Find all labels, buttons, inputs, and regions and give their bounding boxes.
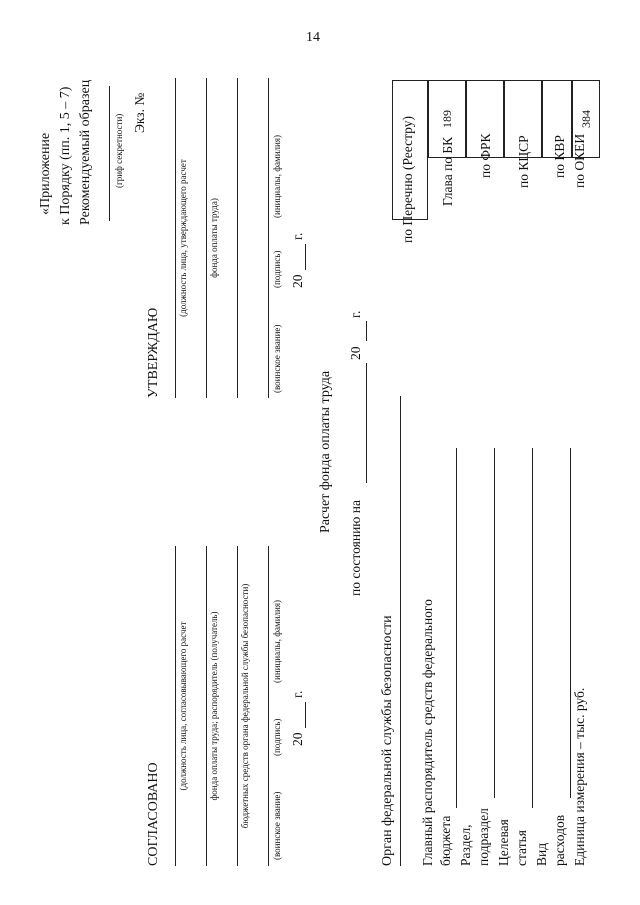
- kcsr-label: по КЦСР: [516, 135, 531, 188]
- code-cell-okei: [572, 80, 600, 158]
- as-of-year-line: [366, 321, 367, 341]
- page-number: 14: [306, 30, 320, 45]
- approve-line-4: [268, 78, 269, 398]
- agreed-caption-name: (инициалы, фамилия): [272, 600, 282, 683]
- section-label-2: подраздел: [476, 808, 491, 866]
- approve-line-2: [206, 78, 207, 398]
- secrecy-line: [109, 86, 110, 221]
- code-cell-header: [392, 80, 428, 220]
- agreed-caption-signature: (подпись): [272, 718, 282, 756]
- as-of-label: по состоянию на: [348, 500, 363, 596]
- approve-date-prefix: 20: [290, 274, 305, 288]
- article-label-2: статья: [514, 830, 529, 866]
- code-cell-bk: [428, 80, 466, 158]
- approve-caption-position: (должность лица, утверждающего расчет: [178, 159, 188, 317]
- agreed-caption-rank: (воинское звание): [272, 791, 282, 860]
- agreed-line-3: [237, 546, 238, 866]
- as-of-year-suffix: г.: [348, 310, 363, 318]
- copy-number-label: Экз. №: [132, 92, 147, 133]
- as-of-year-prefix: 20: [348, 346, 363, 360]
- code-cell-frk: [466, 80, 504, 158]
- kind-label-2: расходов: [552, 814, 567, 866]
- secrecy-caption: (гриф секретности): [114, 113, 124, 188]
- approve-line-1: [175, 78, 176, 398]
- approve-line-3: [237, 78, 238, 398]
- section-line: [494, 448, 495, 798]
- appendix-title: «Приложение: [38, 132, 53, 215]
- okei-value: 384: [578, 110, 593, 128]
- approve-caption-signature: (подпись): [272, 250, 282, 288]
- agreed-line-4: [268, 546, 269, 866]
- agreed-caption-position: (должность лица, согласовывающего расчет: [178, 621, 188, 791]
- procedure-ref: к Порядку (пп. 1, 5 – 7): [58, 86, 73, 225]
- kind-label-1: Вид: [534, 842, 549, 866]
- agreed-title: СОГЛАСОВАНО: [146, 762, 161, 866]
- organ-line: [400, 396, 401, 866]
- manager-label-2: бюджета: [438, 815, 453, 866]
- article-label-1: Целевая: [496, 819, 511, 866]
- approve-caption-fund: фонда оплаты труда): [209, 198, 219, 278]
- kvr-label: по КВР: [552, 135, 567, 178]
- approve-date-line: [305, 244, 306, 270]
- agreed-caption-fund: фонда оплаты труда; распорядитель (получатель): [209, 611, 219, 801]
- article-line: [532, 448, 533, 808]
- frk-label: по ФРК: [478, 133, 493, 178]
- unit-label: Единица измерения – тыс. руб.: [572, 687, 587, 866]
- section-label-1: Раздел,: [458, 824, 473, 866]
- manager-line: [456, 448, 457, 808]
- agreed-date-prefix: 20: [290, 732, 305, 746]
- organ-label: Орган федеральной службы безопасности: [380, 615, 395, 866]
- approve-caption-name: (инициалы, фамилия): [272, 135, 282, 218]
- registry-label: по Перечню (Реестру): [400, 116, 415, 243]
- agreed-line-2: [206, 546, 207, 866]
- code-cell-kcsr: [504, 80, 542, 158]
- approve-date-suffix: г.: [290, 232, 305, 240]
- as-of-date-line: [366, 363, 367, 483]
- agreed-date-suffix: г.: [290, 690, 305, 698]
- sample-label: Рекомендуемый образец: [78, 79, 93, 225]
- rotated-form: [20, 73, 620, 878]
- agreed-line-1: [175, 546, 176, 866]
- code-cell-kvr: [542, 80, 572, 158]
- approve-title: УТВЕРЖДАЮ: [146, 307, 161, 398]
- bk-value: 189: [439, 110, 454, 128]
- okei-label: по ОКЕИ: [572, 133, 587, 188]
- manager-label-1: Главный распорядитель средств федерального: [420, 599, 435, 866]
- agreed-date-line: [305, 702, 306, 728]
- approve-caption-rank: (воинское звание): [272, 324, 282, 393]
- document-title: Расчет фонда оплаты труда: [318, 370, 333, 533]
- kind-line: [570, 448, 571, 798]
- bk-label: Глава по БК: [440, 136, 455, 206]
- agreed-caption-budget: бюджетных средств органа федеральной службы безопасности): [240, 583, 250, 829]
